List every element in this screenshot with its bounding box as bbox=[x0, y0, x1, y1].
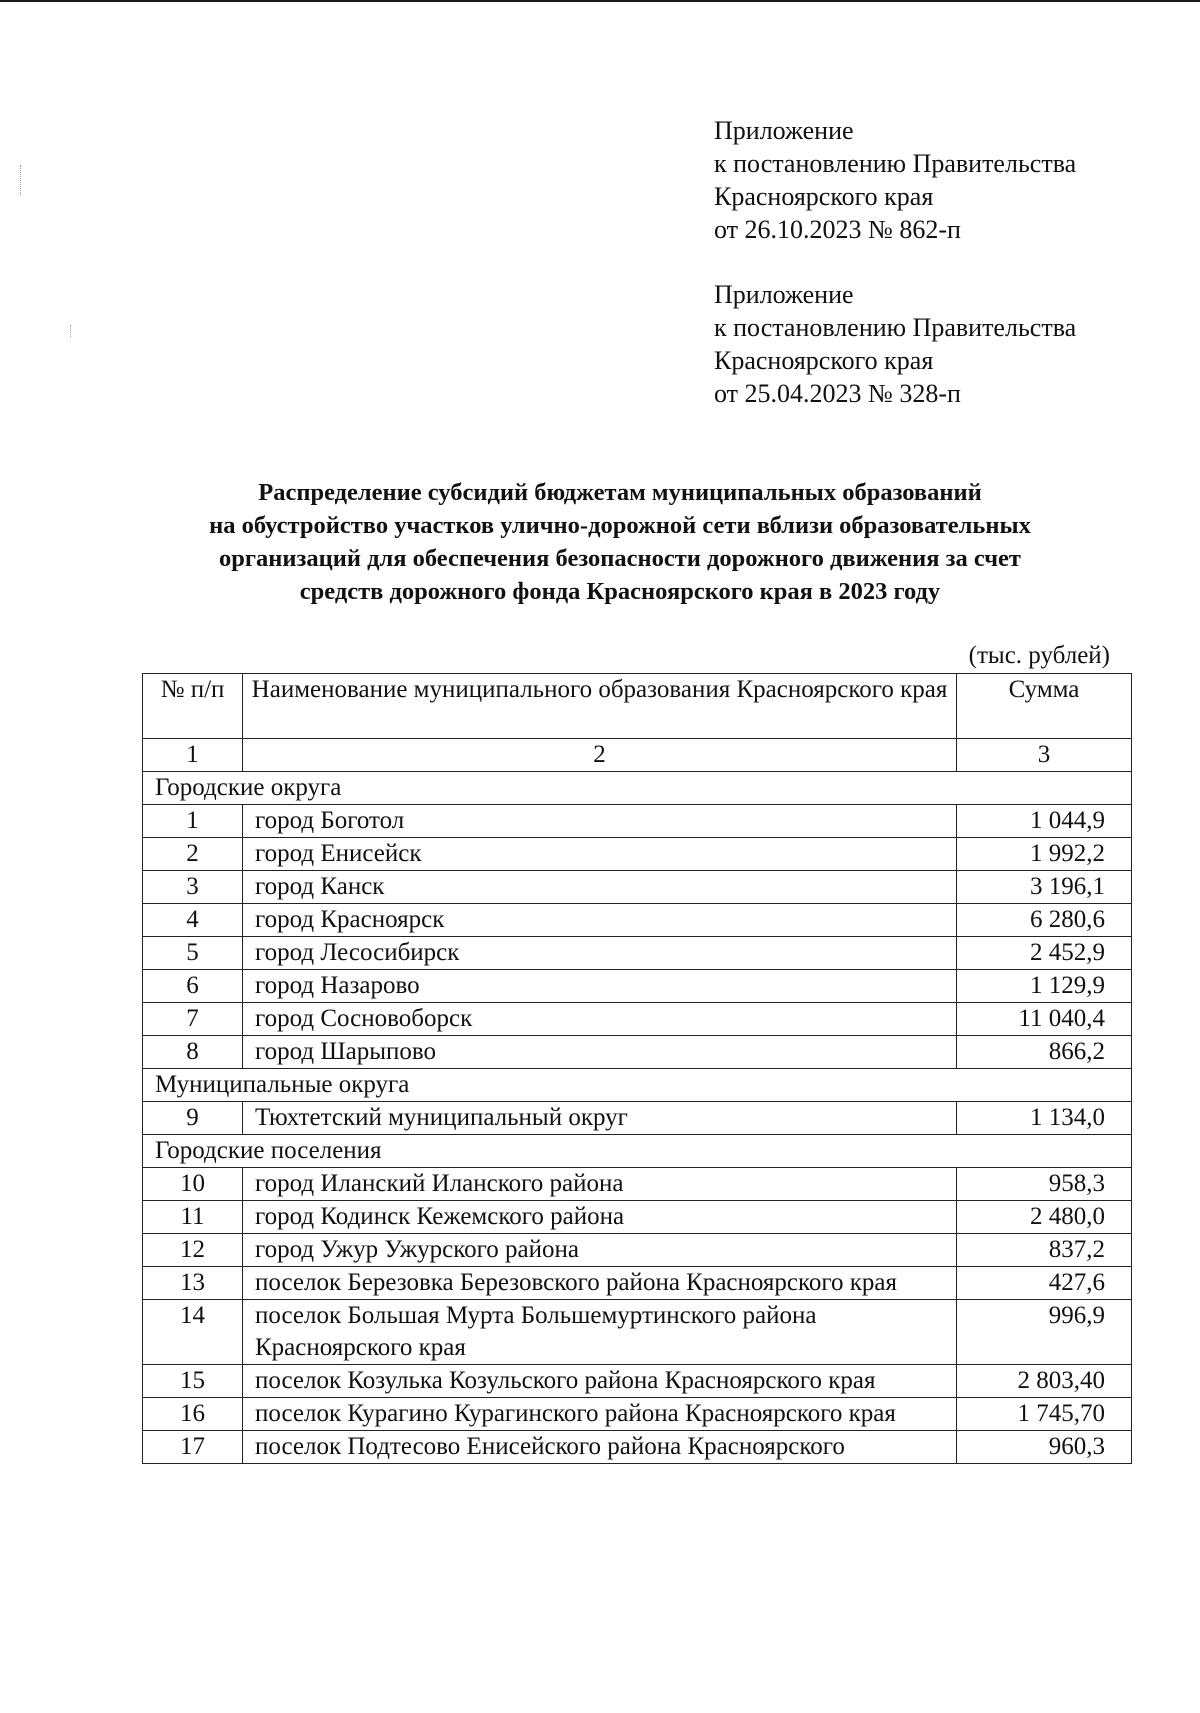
approval-date-number: от 25.04.2023 № 328-п bbox=[714, 379, 961, 408]
row-number: 6 bbox=[143, 970, 243, 1003]
row-number: 5 bbox=[143, 937, 243, 970]
header-sum: Сумма bbox=[957, 674, 1132, 739]
approval-line: Приложение bbox=[714, 280, 854, 309]
subsidy-amount: 958,3 bbox=[957, 1168, 1132, 1201]
row-number: 10 bbox=[143, 1168, 243, 1201]
section-row bbox=[143, 1135, 1132, 1168]
page-top-edge bbox=[0, 0, 1200, 2]
section-title: Муниципальные округа bbox=[143, 1069, 1132, 1102]
column-number-row bbox=[143, 739, 1132, 772]
row-number: 12 bbox=[143, 1234, 243, 1267]
table-row bbox=[143, 1234, 1132, 1267]
subsidy-amount: 1 992,2 bbox=[957, 838, 1132, 871]
column-number: 1 bbox=[143, 739, 243, 772]
table-row bbox=[143, 1201, 1132, 1234]
table-row bbox=[143, 871, 1132, 904]
table-row bbox=[143, 1431, 1132, 1464]
subsidy-amount: 2 480,0 bbox=[957, 1201, 1132, 1234]
municipality-name: город Ужур Ужурского района bbox=[243, 1234, 957, 1267]
scan-artifact bbox=[70, 325, 75, 337]
header-num: № п/п bbox=[143, 674, 243, 739]
municipality-name: поселок Курагино Курагинского района Красноярского края bbox=[243, 1398, 957, 1431]
table-row bbox=[143, 1003, 1132, 1036]
subsidy-amount: 1 745,70 bbox=[957, 1398, 1132, 1431]
section-title: Городские округа bbox=[143, 772, 1132, 805]
title-line: организаций для обеспечения безопасности дорожного движения за счет bbox=[219, 545, 1021, 572]
row-number: 14 bbox=[143, 1300, 243, 1365]
subsidy-amount: 866,2 bbox=[957, 1036, 1132, 1069]
municipality-name: город Шарыпово bbox=[243, 1036, 957, 1069]
municipality-name: Тюхтетский муниципальный округ bbox=[243, 1102, 957, 1135]
subsidy-amount: 1 129,9 bbox=[957, 970, 1132, 1003]
approval-line: Красноярского края bbox=[714, 346, 934, 375]
table-row bbox=[143, 1398, 1132, 1431]
section-title: Городские поселения bbox=[143, 1135, 1132, 1168]
subsidy-amount: 2 452,9 bbox=[957, 937, 1132, 970]
municipality-name: город Боготол bbox=[243, 805, 957, 838]
subsidy-amount: 837,2 bbox=[957, 1234, 1132, 1267]
title-line: Распределение субсидий бюджетам муниципальных образований bbox=[258, 479, 982, 506]
table-row bbox=[143, 1036, 1132, 1069]
table-row bbox=[143, 1168, 1132, 1201]
row-number: 16 bbox=[143, 1398, 243, 1431]
row-number: 11 bbox=[143, 1201, 243, 1234]
table-row bbox=[143, 937, 1132, 970]
subsidy-amount: 3 196,1 bbox=[957, 871, 1132, 904]
table-row bbox=[143, 904, 1132, 937]
subsidy-amount: 427,6 bbox=[957, 1267, 1132, 1300]
approval-line: Красноярского края bbox=[714, 182, 934, 211]
municipality-name: город Енисейск bbox=[243, 838, 957, 871]
municipality-name: поселок Козулька Козульского района Красноярского края bbox=[243, 1365, 957, 1398]
municipality-name: город Иланский Иланского района bbox=[243, 1168, 957, 1201]
row-number: 1 bbox=[143, 805, 243, 838]
table-row bbox=[143, 970, 1132, 1003]
section-row bbox=[143, 1069, 1132, 1102]
approval-line: Приложение bbox=[714, 116, 854, 145]
title-line: средств дорожного фонда Красноярского края в 2023 году bbox=[299, 578, 941, 605]
title-line: на обустройство участков улично-дорожной сети вблизи образовательных bbox=[209, 512, 1031, 539]
unit-label: (тыс. рублей) bbox=[968, 642, 1110, 669]
subsidy-table bbox=[142, 673, 1132, 1464]
table-row bbox=[143, 1300, 1132, 1365]
approval-block-original bbox=[714, 278, 1174, 410]
approval-block-current bbox=[714, 114, 1174, 246]
municipality-name: город Канск bbox=[243, 871, 957, 904]
approval-line: к постановлению Правительства bbox=[714, 313, 1077, 342]
municipality-name: поселок Подтесово Енисейского района Красноярского bbox=[243, 1431, 957, 1464]
table-row bbox=[143, 1365, 1132, 1398]
header-name: Наименование муниципального образования Красноярского края bbox=[243, 674, 957, 739]
municipality-name: город Лесосибирск bbox=[243, 937, 957, 970]
table-row bbox=[143, 805, 1132, 838]
municipality-name: поселок Большая Мурта Большемуртинского района Красноярского края bbox=[243, 1300, 957, 1365]
subsidy-amount: 960,3 bbox=[957, 1431, 1132, 1464]
municipality-name: город Сосновоборск bbox=[243, 1003, 957, 1036]
approval-line: к постановлению Правительства bbox=[714, 149, 1077, 178]
scan-artifact bbox=[20, 165, 25, 195]
row-number: 15 bbox=[143, 1365, 243, 1398]
subsidy-amount: 6 280,6 bbox=[957, 904, 1132, 937]
subsidy-amount: 2 803,40 bbox=[957, 1365, 1132, 1398]
subsidy-amount: 11 040,4 bbox=[957, 1003, 1132, 1036]
subsidy-amount: 1 134,0 bbox=[957, 1102, 1132, 1135]
row-number: 8 bbox=[143, 1036, 243, 1069]
table-header-row bbox=[143, 674, 1132, 739]
approval-date-number: от 26.10.2023 № 862-п bbox=[714, 215, 961, 244]
column-number: 3 bbox=[957, 739, 1132, 772]
municipality-name: город Назарово bbox=[243, 970, 957, 1003]
municipality-name: город Кодинск Кежемского района bbox=[243, 1201, 957, 1234]
row-number: 13 bbox=[143, 1267, 243, 1300]
subsidy-amount: 996,9 bbox=[957, 1300, 1132, 1365]
row-number: 17 bbox=[143, 1431, 243, 1464]
row-number: 4 bbox=[143, 904, 243, 937]
municipality-name: поселок Березовка Березовского района Красноярского края bbox=[243, 1267, 957, 1300]
row-number: 3 bbox=[143, 871, 243, 904]
row-number: 9 bbox=[143, 1102, 243, 1135]
municipality-name: город Красноярск bbox=[243, 904, 957, 937]
document-title bbox=[130, 476, 1110, 608]
table-row bbox=[143, 1102, 1132, 1135]
column-number: 2 bbox=[243, 739, 957, 772]
subsidy-amount: 1 044,9 bbox=[957, 805, 1132, 838]
table-row bbox=[143, 838, 1132, 871]
table-row bbox=[143, 1267, 1132, 1300]
row-number: 2 bbox=[143, 838, 243, 871]
row-number: 7 bbox=[143, 1003, 243, 1036]
section-row bbox=[143, 772, 1132, 805]
